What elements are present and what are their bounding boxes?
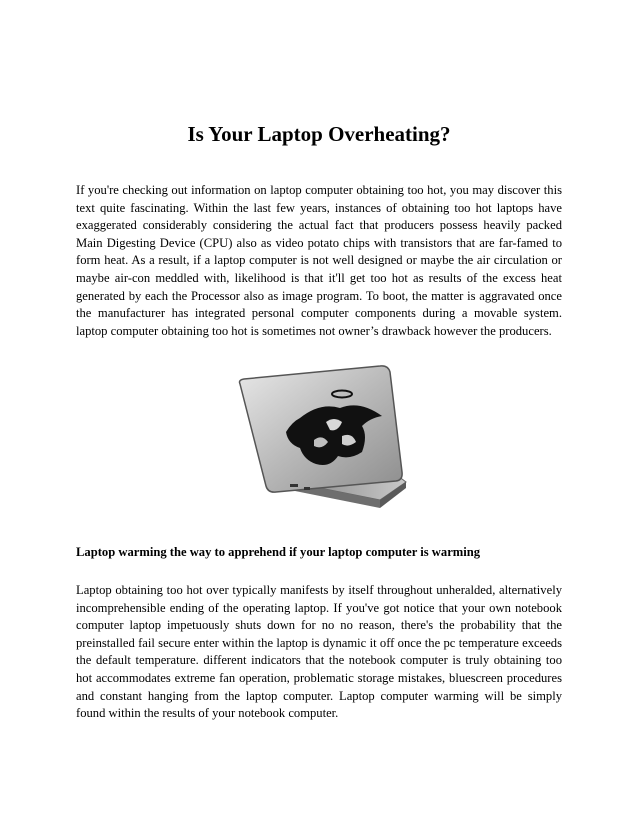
intro-paragraph: If you're checking out information on laptop computer obtaining too hot, you may discover this text quite fascinating. Within the last few years, instances of obtaining too hot laptops have exaggerated considerably considering the actual fact that producers possess heavily packed Main Digesting Device (CPU) also as video potato chips with transistors that are far-famed to form heat. As a result, if a laptop computer is not well designed or maybe the air circulation or maybe air-con meddled with, likelihood is that it'll get too hot as results of the excess heat generated by each the Processor also as image program. To boot, the matter is aggravated once the manufacturer has integrated personal computer components during a movable system. laptop computer obtaining too hot is sometimes not owner’s drawback however the producers. [76,183,562,338]
body-paragraph: Laptop obtaining too hot over typically manifests by itself throughout unheralded, alternatively incomprehensible ending of the operating laptop. If you've got notice that your own notebook computer laptop impetuously shuts down for no no reason, there's the probability that the preinstalled fail secure enter within the laptop is dynamic it off once the pc temperature exceeds the default temperature. different indicators that the notebook computer is truly obtaining too hot accommodates extreme fan operation, problematic storage mistakes, bluescreen procedures and constant hanging from the laptop computer. Laptop computer warming will be simply found within the results of your notebook computer. [76,583,562,721]
section-heading: Laptop warming the way to apprehend if your laptop computer is warming [76,545,481,559]
page-title: Is Your Laptop Overheating? [187,122,451,146]
laptop-image [230,360,408,520]
